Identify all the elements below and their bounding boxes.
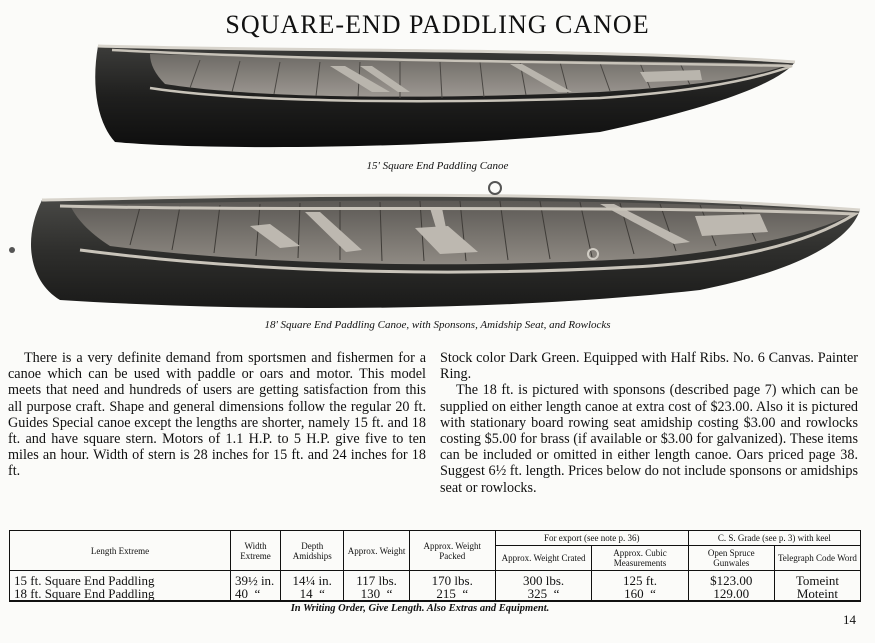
header-gunwales: Open Spruce Gunwales <box>688 546 774 571</box>
extras-paragraph: The 18 ft. is pictured with sponsons (described page 7) which can be supplied on either length canoe at extra cost of $23.00. Also it is pictured with stationary board rowing seat amidship costing $3.00 and rowlocks costing $5.00 for brass (if available or $3.00 for galvanized). These items can be included or omitted in either length canoe. Oars priced page 38. Suggest 6½ ft. length. Prices below do not include sponsons or amidships seat or rowlocks. <box>440 382 858 496</box>
cell-width: 39½ in. <box>230 571 280 588</box>
header-weight: Approx. Weight <box>344 531 409 571</box>
header-depth: Depth Amidships <box>281 531 344 571</box>
table-row <box>10 571 861 588</box>
description-right-column <box>440 350 858 496</box>
header-weight-packed: Approx. Weight Packed <box>409 531 495 571</box>
header-length: Length Extreme <box>10 531 231 571</box>
ordering-note: In Writing Order, Give Length. Also Extras and Equipment. <box>290 603 550 614</box>
table-row <box>10 587 861 601</box>
stock-details-paragraph: Stock color Dark Green. Equipped with Half Ribs. No. 6 Canvas. Painter Ring. <box>440 350 858 383</box>
cell-weight-packed: 215 “ <box>409 587 495 601</box>
cell-length: 18 ft. Square End Paddling <box>10 587 231 601</box>
cell-cubic: 160 “ <box>592 587 688 601</box>
cell-depth: 14¼ in. <box>281 571 344 588</box>
header-code-word: Telegraph Code Word <box>774 546 860 571</box>
header-export-group: For export (see note p. 36) <box>495 531 688 546</box>
cell-code-word: Moteint <box>774 587 860 601</box>
cell-price: $123.00 <box>688 571 774 588</box>
cell-depth: 14 “ <box>281 587 344 601</box>
cell-weight-packed: 170 lbs. <box>409 571 495 588</box>
page-number: 14 <box>843 612 856 627</box>
description-paragraph: There is a very definite demand from sportsmen and fishermen for a canoe which can be used with paddle or oars and motor. This model meets that need and hundreds of users are getting satisfaction from this all purpose craft. Shape and general dimensions follow the regular 20 ft. Guides Special canoe except the lengths are shorter, namely 15 ft. and 18 ft. and have square stern. Motors of 1.1 H.P. to 5 H.P. give five to ten miles an hour. Width of stern is 28 inches for 15 ft. and 24 inches for 18 ft. <box>8 350 426 480</box>
cell-weight: 130 “ <box>344 587 409 601</box>
description-left-column <box>8 350 426 480</box>
figure-caption-15ft: 15' Square End Paddling Canoe <box>366 160 509 172</box>
header-grade-group: C. S. Grade (see p. 3) with keel <box>688 531 860 546</box>
header-weight-crated: Approx. Weight Crated <box>495 546 591 571</box>
cell-weight: 117 lbs. <box>344 571 409 588</box>
header-width: Width Extreme <box>230 531 280 571</box>
figure-caption-18ft: 18' Square End Paddling Canoe, with Sponsons, Amidship Seat, and Rowlocks <box>264 319 611 331</box>
page-title: SQUARE-END PADDLING CANOE <box>225 10 650 39</box>
header-cubic: Approx. Cubic Measurements <box>592 546 688 571</box>
cell-width: 40 “ <box>230 587 280 601</box>
cell-weight-crated: 300 lbs. <box>495 571 591 588</box>
specification-table <box>9 530 861 602</box>
cell-length: 15 ft. Square End Paddling <box>10 571 231 588</box>
cell-cubic: 125 ft. <box>592 571 688 588</box>
cell-weight-crated: 325 “ <box>495 587 591 601</box>
cell-code-word: Tomeint <box>774 571 860 588</box>
canoe-18ft-photo <box>0 0 875 320</box>
cell-price: 129.00 <box>688 587 774 601</box>
